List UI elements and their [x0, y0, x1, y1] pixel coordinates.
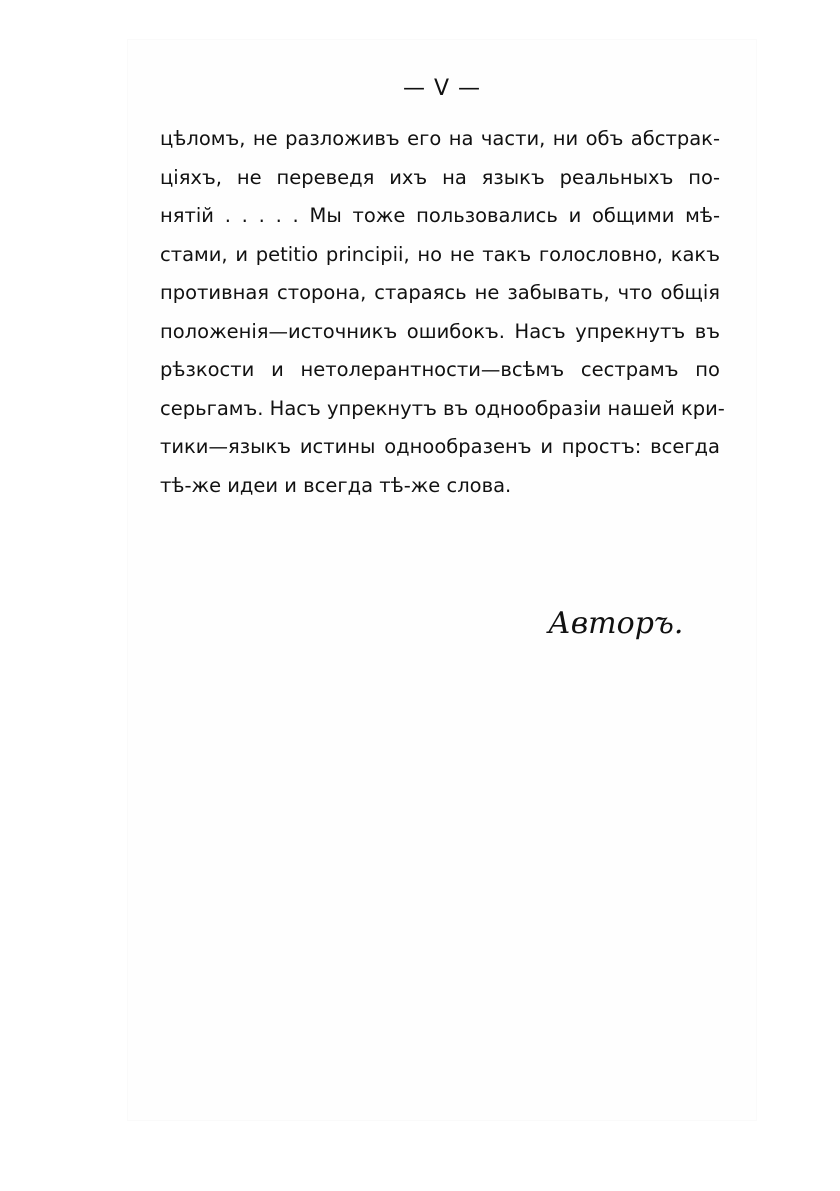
text-line: цѣломъ, не разложивъ его на части, ни объ абстрак-: [160, 127, 720, 150]
body-text: [160, 120, 725, 505]
text-line: противная сторона, стараясь не забывать, что общія: [160, 281, 720, 304]
text-line: рѣзкости и нетолерантности—всѣмъ сестрамъ по: [160, 358, 720, 381]
text-line: положенія—источникъ ошибокъ. Насъ упрекнутъ въ: [160, 319, 720, 343]
page-number: — V —: [402, 76, 482, 101]
text-line: тики—языкъ истины однообразенъ и простъ: всегда: [160, 435, 720, 458]
text-line: нятій . . . . . Мы тоже пользовались и общими мѣ-: [160, 204, 720, 227]
text-line: стами, и petitio principii, но не такъ голословно, какъ: [160, 242, 720, 266]
author-signature: [548, 606, 688, 656]
signature-text: Авторъ.: [548, 606, 684, 641]
text-line: серьгамъ. Насъ упрекнутъ въ однообразіи нашей кри-: [160, 396, 725, 420]
document-page: [128, 40, 756, 1120]
text-line-last: тѣ-же идеи и всегда тѣ-же слова.: [160, 473, 512, 497]
text-line: ціяхъ, не переведя ихъ на языкъ реальныхъ по-: [160, 165, 720, 189]
